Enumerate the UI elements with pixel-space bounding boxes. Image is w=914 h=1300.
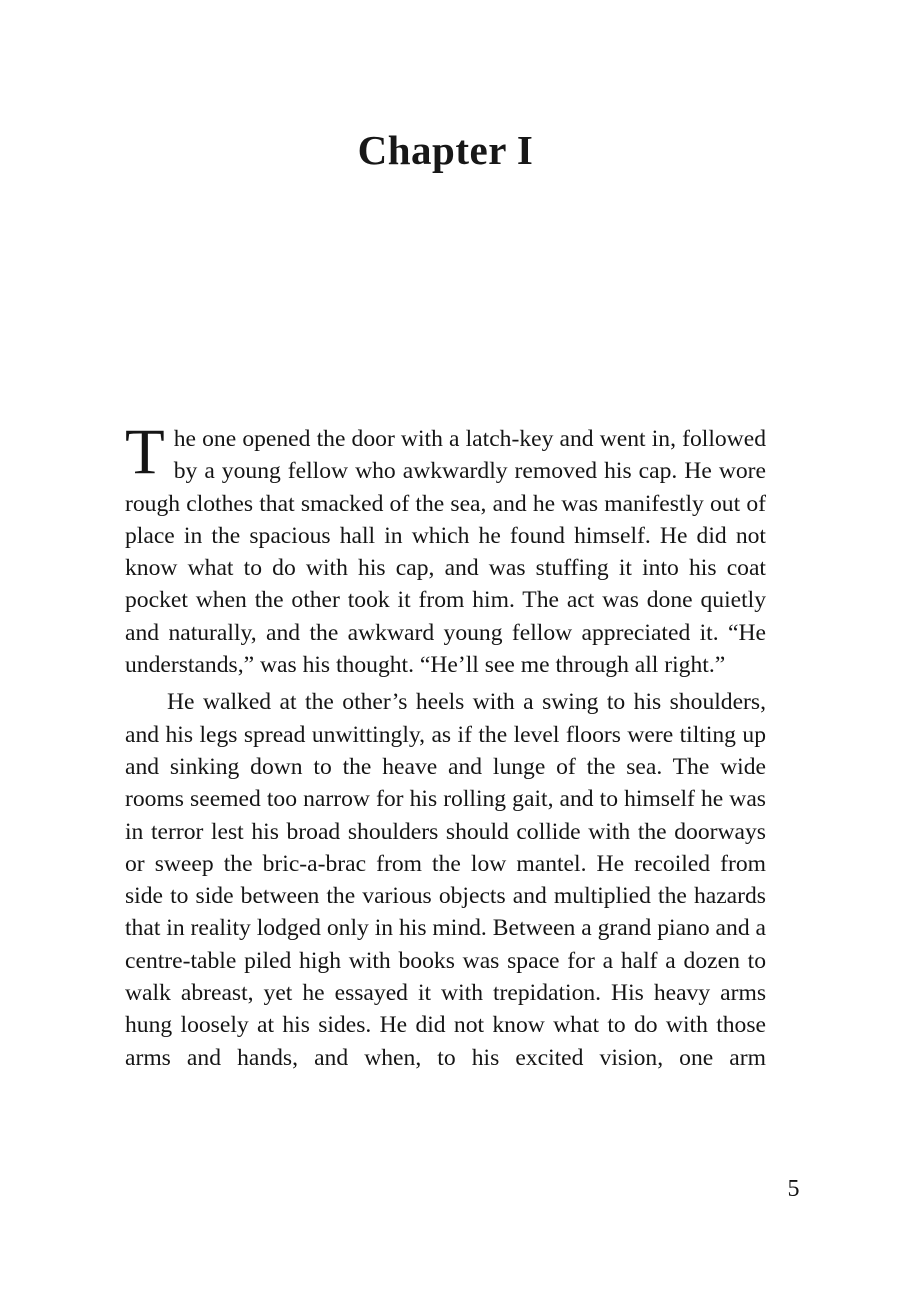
- page-number: 5: [787, 1176, 800, 1202]
- text-block: [125, 0, 766, 1079]
- paragraph-1: [125, 416, 766, 681]
- chapter-heading: Chapter I: [357, 127, 534, 173]
- drop-cap: T: [125, 416, 165, 488]
- paragraph-2: He walked at the other’s heels with a swing to his shoulders, and his legs spread unwittingly, as if the level floors were tilting up and sinking down to the heave and lunge of the sea. The wide rooms seemed too narrow for his rolling gait, and to himself he was in terror lest his broad shoulders should collide with the doorways or sweep the bric-a-brac from the low mantel. He recoiled from side to side between the various objects and multiplied the hazards that in reality lodged only in his mind. Between a grand piano and a centre-table piled high with books was space for a half a dozen to walk abreast, yet he essayed it with trepidation. His heavy arms hung loosely at his sides. He did not know what to do with those arms and hands, and when, to his excited vision, one arm: [125, 689, 766, 1071]
- paragraph-1-text: he one opened the door with a latch-key and went in, followed by a young fellow who awkwardly removed his cap. He wore rough clothes that smacked of the sea, and he was manifestly out of place in the spacious hall in which he found himself. He did not know what to do with his cap, and was stuffing it into his coat pocket when the other took it from him. The act was done quietly and naturally, and the awkward young fellow appreciated it. “He understands,” was his thought. “He’ll see me through all right.”: [125, 426, 766, 679]
